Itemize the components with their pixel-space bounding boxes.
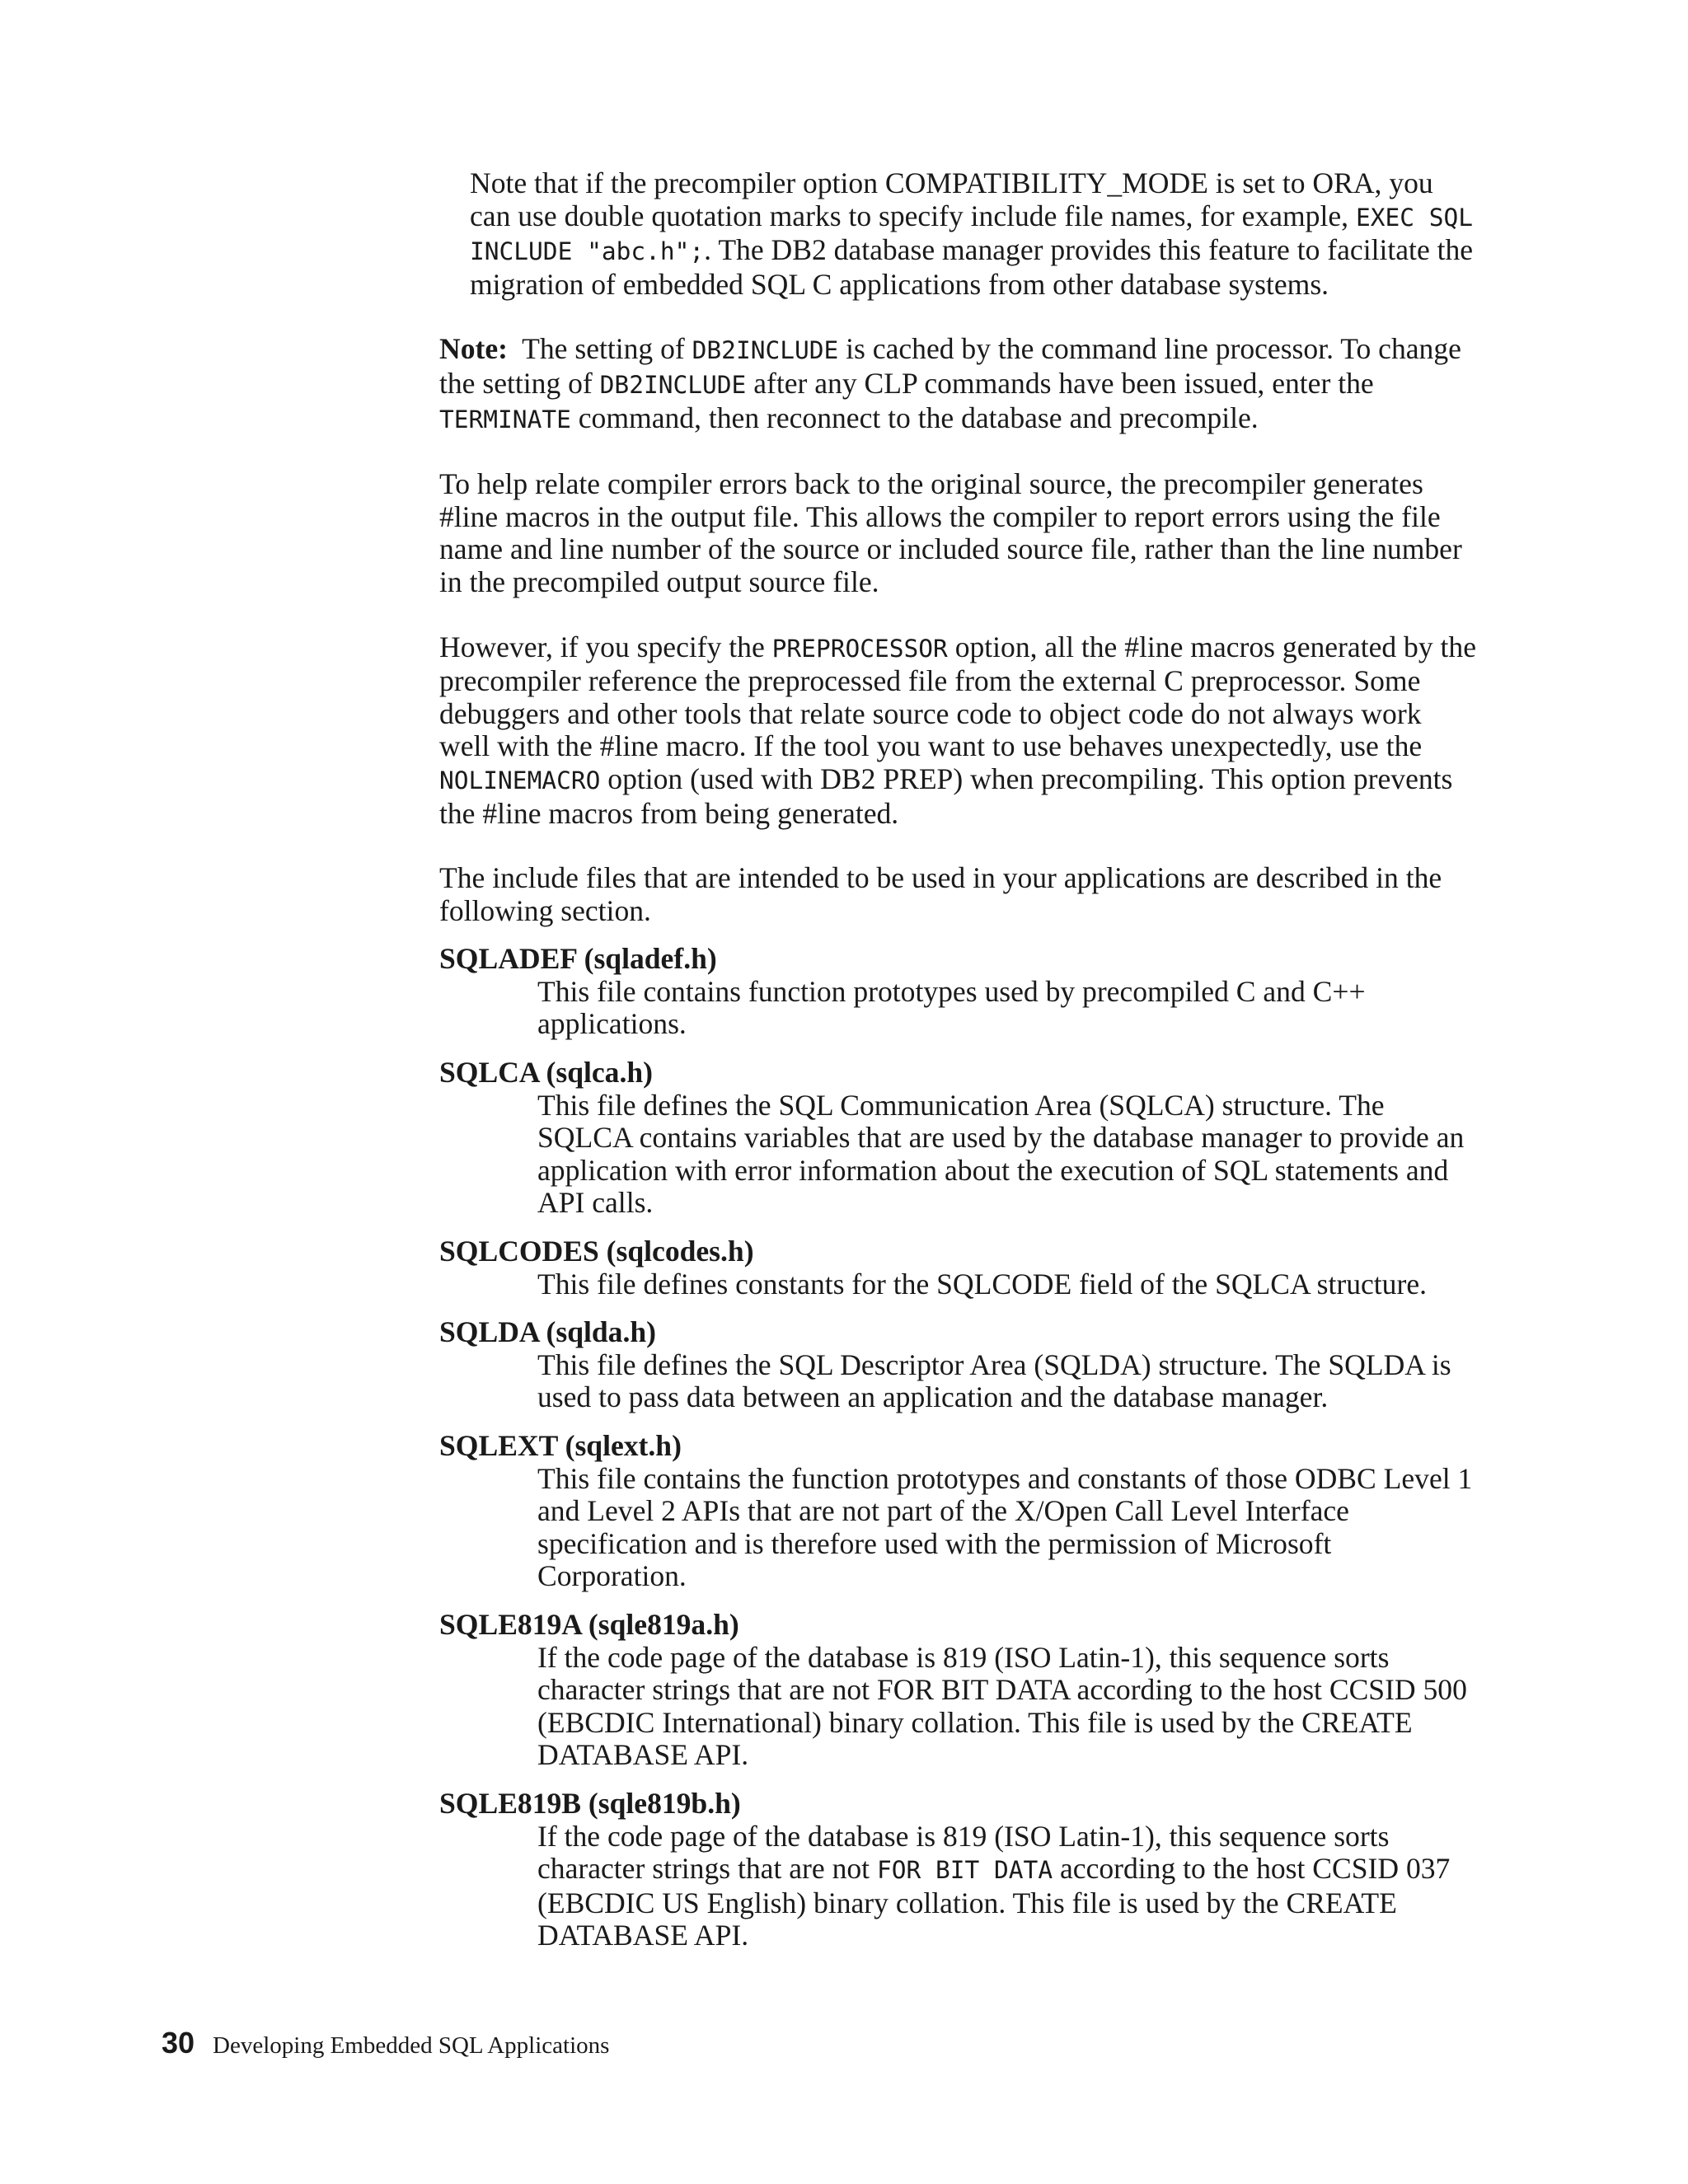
definition-term-sqlda: SQLDA (sqlda.h): [439, 1315, 656, 1349]
page-footer: [162, 2026, 609, 2060]
code-run: TERMINATE: [439, 405, 571, 434]
preprocessor-paragraph: [439, 631, 1478, 831]
text-run: If the code page of the database is 819 (ISO Latin-1), this sequence sorts character strings that are not: [537, 1819, 1390, 1886]
compatibility-mode-paragraph: [470, 167, 1478, 301]
text-run: according to the host CCSID 037 (EBCDIC US English) binary collation. This file is used by the CREATE DATABASE API.: [537, 1852, 1451, 1952]
definition-term-sqlext: SQLEXT (sqlext.h): [439, 1429, 682, 1462]
code-run: FOR BIT DATA: [876, 1856, 1053, 1885]
text-run: option (used with DB2 PREP) when precompiling. This option prevents the #line macros from being generated.: [439, 762, 1453, 830]
include-file-definitions: [439, 943, 1478, 1952]
code-run: DB2INCLUDE: [599, 370, 747, 399]
definition-desc-sqle819b: [537, 1821, 1478, 1952]
definition-desc-sqlext: This file contains the function prototypes and constants of those ODBC Level 1 and Level 2 APIs that are not part of the X/Open Call Level Interface specification and is therefore used with the permission of Microsoft Corporation.: [537, 1461, 1473, 1593]
text-run: is cached by the command line processor. To change the setting of: [439, 332, 1461, 400]
text-run: . The DB2 database manager provides this feature to facilitate the migration of embedded SQL C applications from other database systems.: [470, 233, 1474, 301]
definition-term-sqle819a: SQLE819A (sqle819a.h): [439, 1607, 739, 1641]
definition-term-sqlcodes: SQLCODES (sqlcodes.h): [439, 1235, 754, 1268]
text-run: option, all the #line macros generated by the precompiler reference the preprocessed file from the external C preprocessor. Some debuggers and other tools that relate source code to object code do not always work well with the #line macro. If the tool you want to use behaves unexpectedly, use the: [439, 630, 1476, 763]
code-run: PREPROCESSOR: [771, 634, 948, 663]
definition-desc-sqlda: This file defines the SQL Descriptor Area (SQLDA) structure. The SQLDA is used to pass data between an application and the database manager.: [537, 1347, 1451, 1414]
text-run: command, then reconnect to the database and precompile.: [578, 401, 1259, 434]
code-run: DB2INCLUDE: [692, 336, 839, 365]
definition-desc-sqlca: This file defines the SQL Communication Area (SQLCA) structure. The SQLCA contains variables that are used by the database manager to provide an application with error information about the execution of SQL statements and API calls.: [537, 1088, 1465, 1220]
definition-desc-sqlcodes: This file defines constants for the SQLCODE field of the SQLCA structure.: [537, 1267, 1428, 1301]
page-content: [439, 167, 1478, 1968]
code-run: NOLINEMACRO: [439, 766, 601, 794]
definition-term-sqladef: SQLADEF (sqladef.h): [439, 942, 717, 976]
page-number: 30: [162, 2026, 195, 2060]
definition-desc-sqle819a: If the code page of the database is 819 (ISO Latin-1), this sequence sorts character strings that are not FOR BIT DATA according to the host CCSID 500 (EBCDIC International) binary collation. This file is used by the CREATE DATABASE API.: [537, 1640, 1467, 1772]
note-label: Note:: [439, 332, 508, 366]
text-run: The setting of: [522, 332, 685, 366]
definition-desc-sqladef: This file contains function prototypes used by precompiled C and C++ applications.: [537, 974, 1366, 1041]
book-title: Developing Embedded SQL Applications: [213, 2032, 610, 2059]
include-files-intro: The include files that are intended to be used in your applications are described in the following section.: [439, 861, 1442, 927]
text-run: However, if you specify the: [439, 630, 765, 663]
code-run: EXEC SQL INCLUDE "abc.h";: [470, 203, 1474, 266]
text-run: Note that if the precompiler option COMPATIBILITY_MODE is set to ORA, you can use double quotation marks to specify include file names, for example,: [470, 166, 1433, 232]
definition-term-sqlca: SQLCA (sqlca.h): [439, 1056, 653, 1090]
definition-term-sqle819b: SQLE819B (sqle819b.h): [439, 1786, 741, 1820]
text-run: after any CLP commands have been issued, enter the: [753, 366, 1374, 400]
db2include-note: [439, 333, 1478, 436]
line-macros-paragraph: To help relate compiler errors back to the original source, the precompiler generates #line macros in the output file. This allows the compiler to report errors using the file name and line number of the source or included source file, rather than the line number in the precompiled output source file.: [439, 467, 1462, 598]
